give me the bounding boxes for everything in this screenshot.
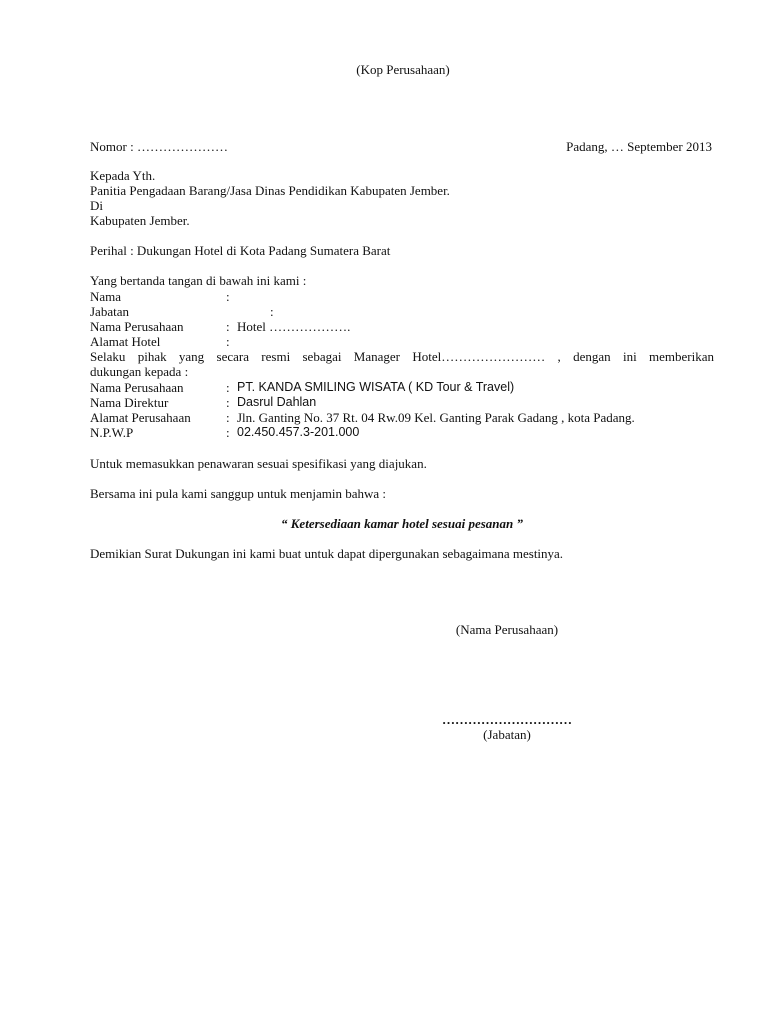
recipient-director-value: Dasrul Dahlan [237,395,317,409]
capacity-statement-line2: dukungan kepada : [90,364,189,379]
letter-date: Padang, … September 2013 [566,139,712,154]
capacity-statement-line1: Selaku pihak yang secara resmi sebagai Manager Hotel…………………… , dengan ini memberikan [90,349,714,364]
recipient-npwp-colon: : [226,425,230,440]
addressee-di: Di [90,198,103,213]
intro-text: Yang bertanda tangan di bawah ini kami : [90,273,307,288]
signer-company-colon: : [226,319,230,334]
addressee-name: Panitia Pengadaan Barang/Jasa Dinas Pendidikan Kabupaten Jember. [90,183,450,198]
signer-address-label: Alamat Hotel [90,334,161,349]
recipient-address-colon: : [226,410,230,425]
signature-line: ………………………… [442,712,572,727]
recipient-npwp-value: 02.450.457.3-201.000 [237,425,360,439]
recipient-address-label: Alamat Perusahaan [90,410,191,425]
signer-company-value: Hotel ………………. [237,319,351,334]
guarantee-statement: “ Ketersediaan kamar hotel sesuai pesanan ” [281,516,523,531]
recipient-npwp-label: N.P.W.P [90,425,134,440]
addressee-greeting: Kepada Yth. [90,168,156,183]
signer-address-colon: : [226,334,230,349]
signer-company-label: Nama Perusahaan [90,319,184,334]
recipient-company-colon: : [226,380,230,395]
recipient-address-value: Jln. Ganting No. 37 Rt. 04 Rw.09 Kel. Ganting Parak Gadang , kota Padang. [237,410,635,425]
letter-number: Nomor : ………………… [90,139,228,154]
signature-title: (Jabatan) [483,727,531,742]
letterhead-placeholder: (Kop Perusahaan) [356,62,450,77]
signer-title-colon: : [270,304,274,319]
signer-title-label: Jabatan [90,304,129,319]
recipient-director-label: Nama Direktur [90,395,169,410]
recipient-director-colon: : [226,395,230,410]
signature-company: (Nama Perusahaan) [455,622,559,637]
signer-name-label: Nama [90,289,122,304]
closing-text: Demikian Surat Dukungan ini kami buat untuk dapat dipergunakan sebagaimana mestinya. [90,546,564,561]
guarantee-intro: Bersama ini pula kami sanggup untuk menjamin bahwa : [90,486,387,501]
addressee-place: Kabupaten Jember. [90,213,190,228]
recipient-company-label: Nama Perusahaan [90,380,184,395]
recipient-company-value: PT. KANDA SMILING WISATA ( KD Tour & Travel) [237,380,515,394]
subject-line: Perihal : Dukungan Hotel di Kota Padang Sumatera Barat [90,243,391,258]
signer-name-colon: : [226,289,230,304]
purpose-text: Untuk memasukkan penawaran sesuai spesifikasi yang diajukan. [90,456,427,471]
